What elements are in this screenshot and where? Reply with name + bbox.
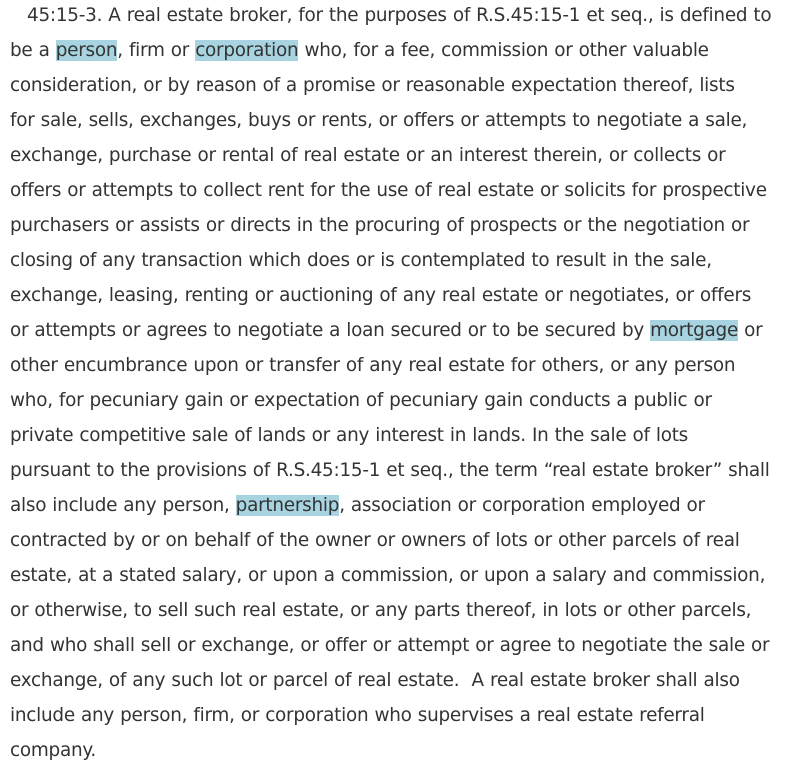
text-segment: offers or attempts to collect rent for the use of real estate or solicits for prospective [10,180,767,201]
text-line [10,138,785,173]
text-segment: exchange, of any such lot or parcel of real estate. A real estate broker shall also [10,670,740,691]
text-segment: private competitive sale of lands or any interest in lands. In the sale of lots [10,425,689,446]
highlighted-term: corporation [195,40,299,61]
text-segment: consideration, or by reason of a promise or reasonable expectation thereof, lists [10,75,735,96]
text-segment: or attempts or agrees to negotiate a loan secured or to be secured by [10,320,651,341]
text-segment: and who shall sell or exchange, or offer or attempt or agree to negotiate the sale or [10,635,770,656]
text-segment: for sale, sells, exchanges, buys or rents, or offers or attempts to negotiate a sale, [10,110,748,131]
text-line [10,313,785,348]
text-line [10,663,785,698]
text-segment: or [738,320,763,341]
text-segment: purchasers or assists or directs in the procuring of prospects or the negotiation or [10,215,750,236]
text-line [10,733,785,768]
text-line [10,173,785,208]
text-segment: other encumbrance upon or transfer of any real estate for others, or any person [10,355,736,376]
text-line [10,628,785,663]
text-segment: pursuant to the provisions of R.S.45:15-1 et seq., the term “real estate broker” shall [10,460,770,481]
text-segment: company. [10,740,96,761]
text-line [10,698,785,733]
text-segment: exchange, purchase or rental of real estate or an interest therein, or collects or [10,145,726,166]
text-line [10,523,785,558]
text-line [10,33,785,68]
text-segment: estate, at a stated salary, or upon a commission, or upon a salary and commission, [10,565,766,586]
text-segment: contracted by or on behalf of the owner or owners of lots or other parcels of real [10,530,740,551]
text-segment: be a [10,40,56,61]
text-line [10,558,785,593]
text-line [10,103,785,138]
text-segment: , firm or [117,40,196,61]
text-line [10,243,785,278]
text-line [10,68,785,103]
text-line [10,453,785,488]
highlighted-term: partnership [235,495,340,516]
text-line [10,418,785,453]
text-segment: who, for pecuniary gain or expectation of pecuniary gain conducts a public or [10,390,712,411]
text-line [10,0,785,33]
text-segment: closing of any transaction which does or is contemplated to result in the sale, [10,250,712,271]
text-line [10,488,785,523]
text-line [10,383,785,418]
highlighted-term: person [55,40,118,61]
highlighted-term: mortgage [650,320,739,341]
text-line [10,348,785,383]
text-segment: who, for a fee, commission or other valuable [298,40,709,61]
text-line [10,593,785,628]
text-segment: 45:15-3. A real estate broker, for the purposes of R.S.45:15-1 et seq., is defined to [27,5,772,26]
text-segment: or otherwise, to sell such real estate, or any parts thereof, in lots or other parcels, [10,600,752,621]
text-line [10,278,785,313]
text-line [10,208,785,243]
text-segment: , association or corporation employed or [339,495,705,516]
text-segment: also include any person, [10,495,236,516]
text-segment: exchange, leasing, renting or auctioning of any real estate or negotiates, or offers [10,285,752,306]
text-segment: include any person, firm, or corporation who supervises a real estate referral [10,705,705,726]
